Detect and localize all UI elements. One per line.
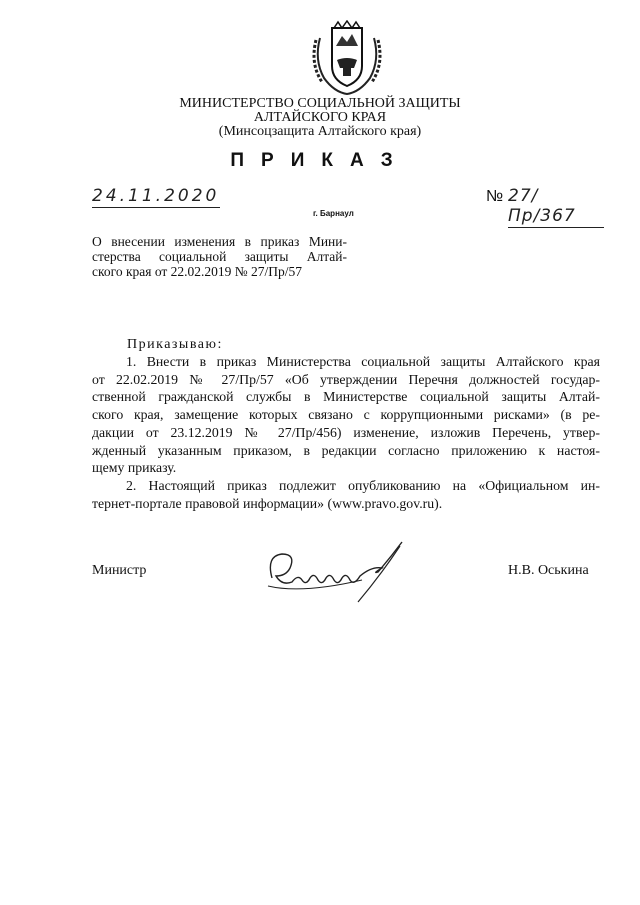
city: г. Барнаул: [313, 209, 354, 218]
body-line: щему приказу.: [92, 460, 177, 476]
body-line: жденный указанным приказом, в редакции согласно приложению к настоя-: [92, 442, 600, 458]
signatory-title: Министр: [92, 563, 147, 578]
subject-line: стерства социальной защиты Алтай-: [92, 249, 347, 264]
order-body: [92, 353, 600, 512]
ministry-short-name: (Минсоцзащита Алтайского края): [218, 124, 422, 139]
prikazyvayu-heading: Приказываю:: [127, 337, 223, 352]
body-line: 2. Настоящий приказ подлежит опубликованию на «Официальном ин-: [126, 477, 600, 493]
order-date: 24.11.2020: [92, 186, 220, 206]
order-title: ПРИКАЗ: [230, 150, 410, 171]
subject-line: О внесении изменения в приказ Мини-: [92, 234, 347, 249]
body-line: ственной гражданской службы в Министерстве социальной защиты Алтай-: [92, 389, 600, 405]
handwritten-signature: [262, 536, 422, 606]
ministry-region: АЛТАЙСКОГО КРАЯ: [253, 110, 387, 125]
body-line: 1. Внести в приказ Министерства социальной защиты Алтайского края: [126, 354, 600, 369]
signatory-name: Н.В. Оськина: [508, 563, 589, 578]
coat-of-arms-emblem: [310, 20, 384, 96]
order-number: 27/Пр/367: [508, 186, 604, 228]
subject-line: ского края от 22.02.2019 № 27/Пр/57: [92, 264, 303, 279]
order-number-label: №: [486, 188, 504, 205]
ministry-name: МИНИСТЕРСТВО СОЦИАЛЬНОЙ ЗАЩИТЫ: [179, 96, 461, 111]
body-line: тернет-портале правовой информации» (www.pravo.gov.ru).: [92, 495, 443, 511]
order-subject: [92, 234, 347, 279]
body-line: от 22.02.2019 № 27/Пр/57 «Об утверждении Перечня должностей государ-: [92, 371, 600, 387]
body-line: ского края, замещение которых связано с коррупционными рисками» (в ре-: [92, 407, 600, 423]
body-line: дакции от 23.12.2019 № 27/Пр/456) изменение, изложив Перечень, утвер-: [92, 424, 600, 440]
